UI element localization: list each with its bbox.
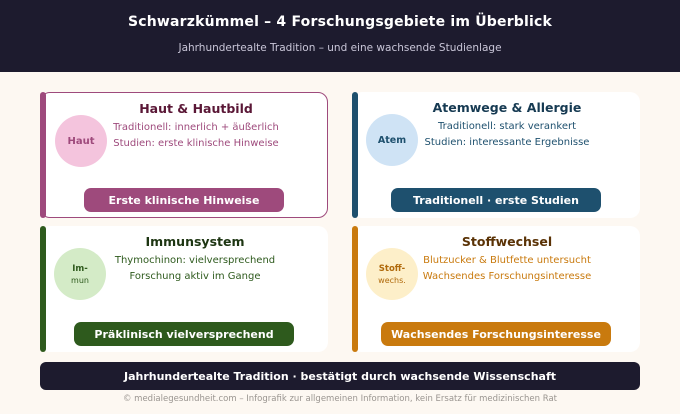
evidence-badge: Präklinisch vielversprechend (74, 322, 294, 346)
card-line-tradition: Traditionell: stark verankert (437, 121, 577, 132)
card-immunsystem (40, 226, 328, 352)
card-line-studies: Forschung aktiv im Gange (129, 271, 261, 282)
card-line-studies: Wachsendes Forschungsinteresse (422, 271, 592, 282)
circle-sublabel: mun (71, 275, 89, 285)
circle-label: Haut (67, 135, 95, 147)
card-atemwege (352, 92, 640, 218)
summary-banner: Jahrhundertealte Tradition · bestätigt durch wachsende Wissenschaft (40, 362, 640, 390)
card-haut (40, 92, 328, 218)
accent-bar (40, 226, 46, 352)
evidence-badge: Wachsendes Forschungsinteresse (381, 322, 611, 346)
circle-sublabel: wechs. (378, 275, 406, 285)
card-title: Immunsystem (145, 234, 245, 249)
card-stoffwechsel (352, 226, 640, 352)
circle-label: Atem (377, 134, 407, 146)
circle-label: Im- (72, 263, 88, 274)
card-line-tradition: Thymochinon: vielversprechend (114, 255, 276, 266)
circle-label: Stoff- (378, 263, 406, 274)
accent-bar (352, 92, 358, 218)
accent-bar (352, 226, 358, 352)
card-title: Atemwege & Allergie (432, 100, 582, 115)
card-line-studies: Studien: interessante Ergebnisse (424, 137, 590, 148)
topic-circle-stoffwechsel (366, 248, 418, 300)
topic-circle-immun (54, 248, 106, 300)
topic-circle-atem (366, 114, 418, 166)
card-line-studies: Studien: erste klinische Hinweise (113, 138, 279, 149)
copyright-note: © medialegesundheit.com – Infografik zur allgemeinen Information, kein Ersatz für medizinischen Rat (122, 394, 558, 404)
card-title: Stoffwechsel (461, 234, 553, 249)
topic-circle-haut (55, 115, 107, 167)
page-title: Schwarzkümmel – 4 Forschungsgebiete im Überblick (127, 14, 553, 30)
card-line-tradition: Blutzucker & Blutfette untersucht (423, 255, 591, 266)
header (0, 0, 680, 72)
evidence-badge: Erste klinische Hinweise (84, 188, 284, 212)
page-subtitle: Jahrhundertealte Tradition – und eine wachsende Studienlage (178, 42, 502, 54)
card-line-tradition: Traditionell: innerlich + äußerlich (113, 122, 279, 133)
card-title: Haut & Hautbild (139, 101, 253, 116)
accent-bar (40, 92, 46, 218)
evidence-badge: Traditionell · erste Studien (391, 188, 601, 212)
